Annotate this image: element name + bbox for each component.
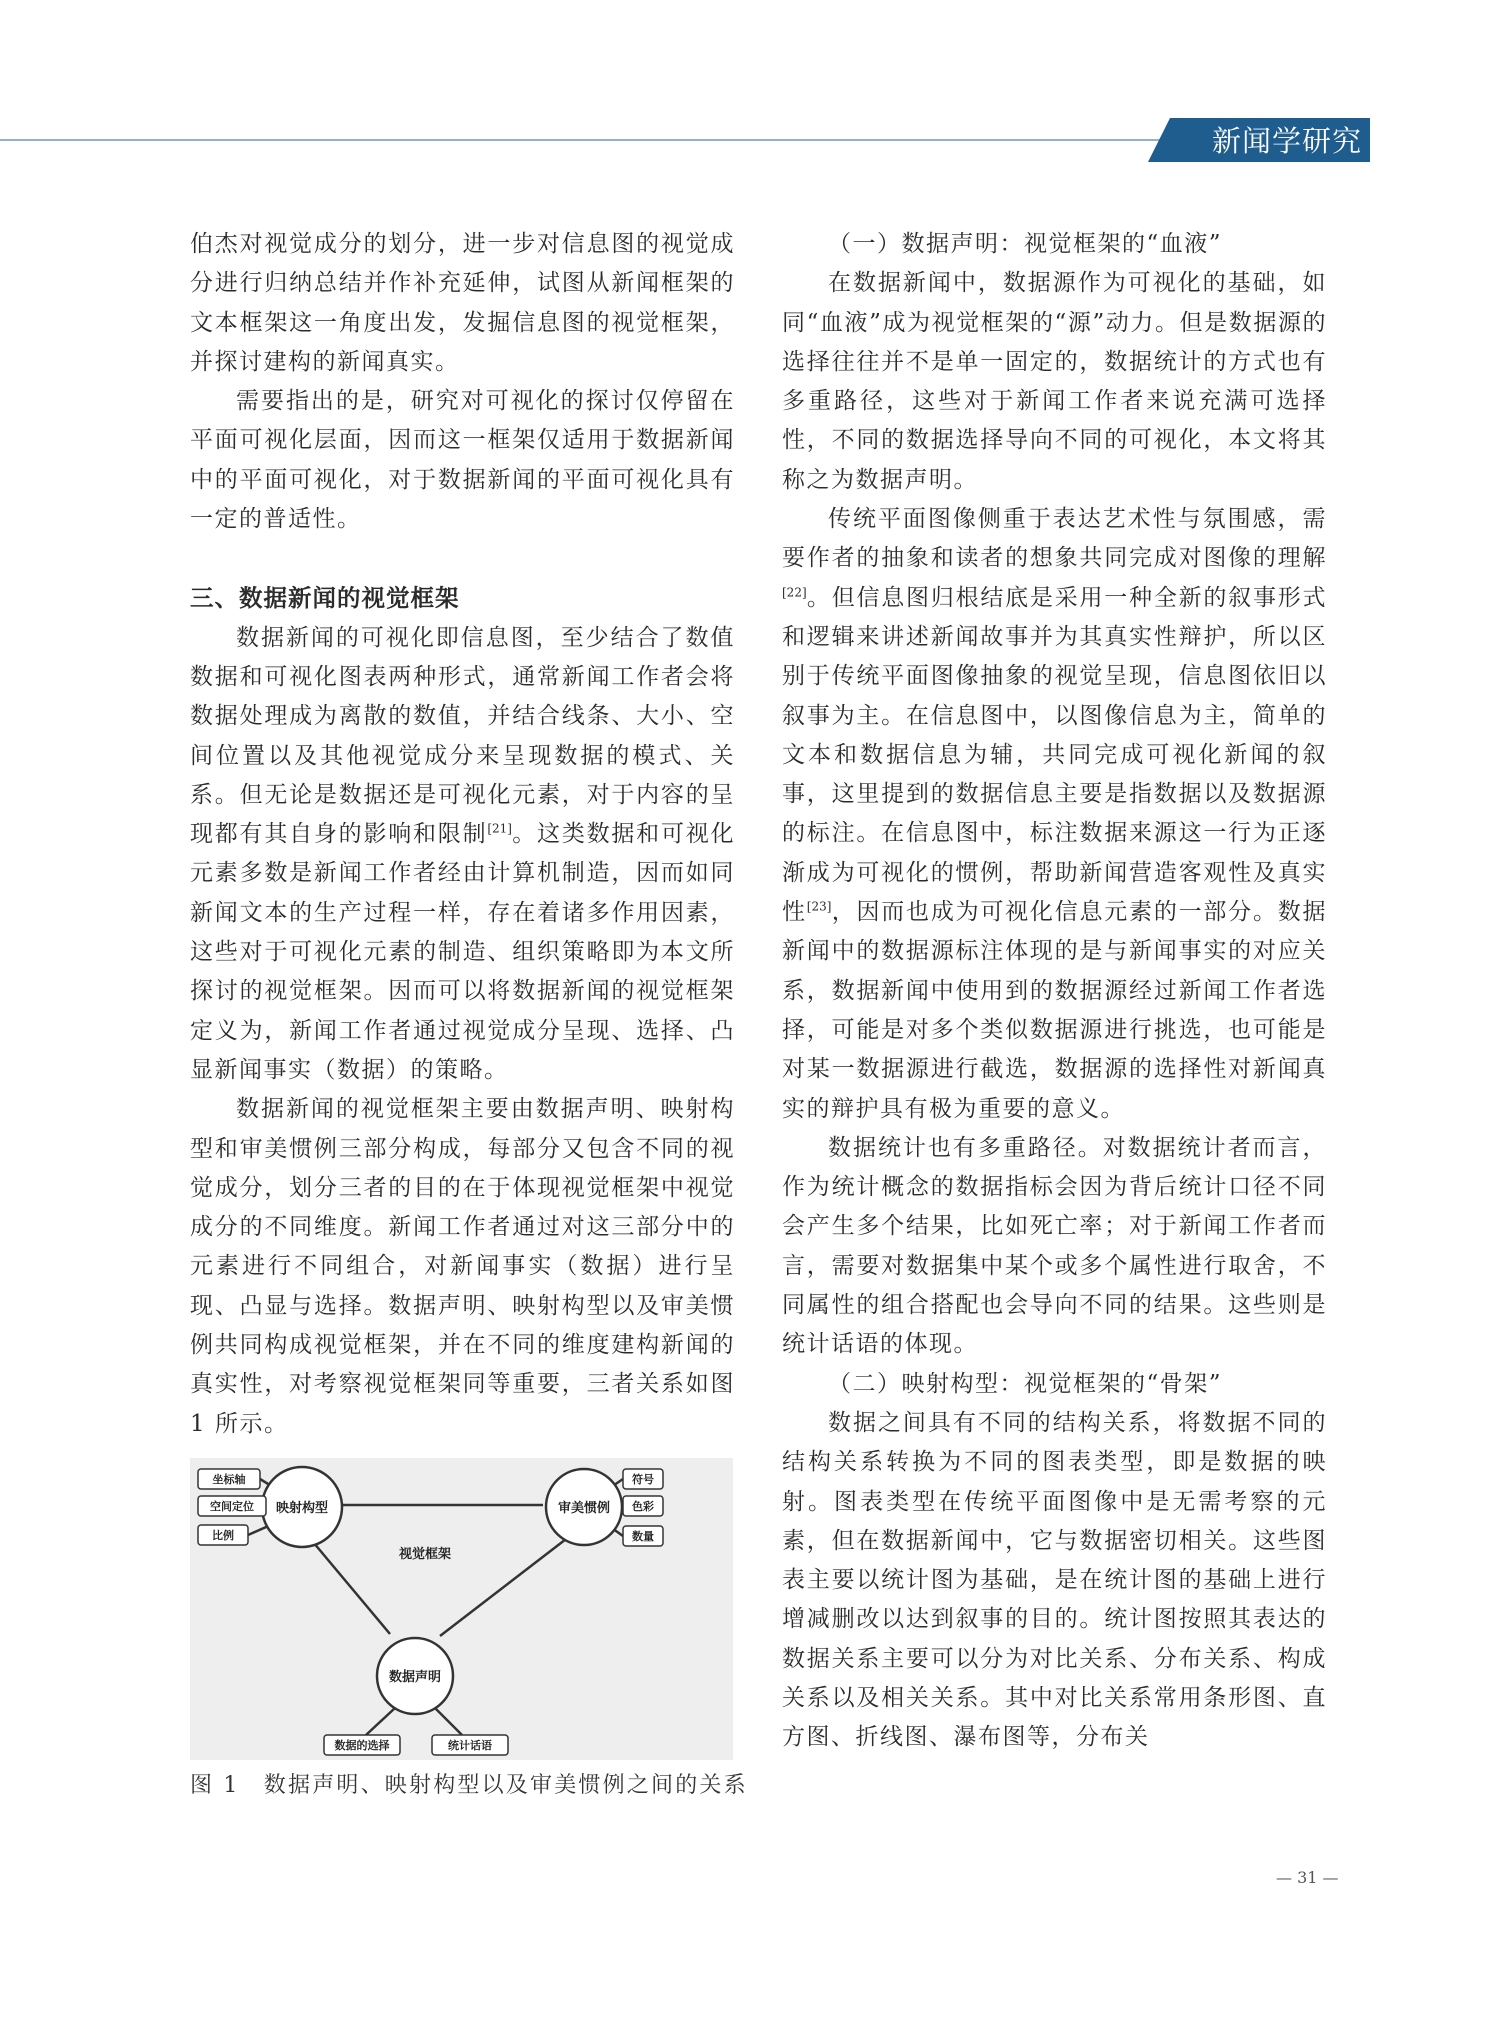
reference-22: [22] bbox=[782, 585, 807, 600]
aesthetic-item-quantity: 数量 bbox=[632, 1530, 654, 1543]
right-paragraph-3: 数据统计也有多重路径。对数据统计者而言，作为统计概念的数据指标会因为背后统计口径不同会产生多个结果，比如死亡率；对于新闻工作者而言，需要对数据集中某个或多个属性进行取舍，不同属性的组合搭配也会导向不同的结果。这些则是统计话语的体现。 bbox=[782, 1134, 1327, 1358]
subheading-2: （二）映射构型：视觉框架的“骨架” bbox=[828, 1370, 1223, 1397]
figure-caption: 图 1 数据声明、映射构型以及审美惯例之间的关系 bbox=[190, 1773, 748, 1798]
center-label: 视觉框架 bbox=[398, 1547, 452, 1562]
page-number: — 31 — bbox=[1276, 1868, 1339, 1887]
mapping-item-position: 空间定位 bbox=[210, 1500, 254, 1513]
mapping-item-scale: 比例 bbox=[212, 1529, 234, 1542]
left-paragraph-4: 数据新闻的视觉框架主要由数据声明、映射构型和审美惯例三部分构成，每部分又包含不同的视觉成分，划分三者的目的在于体现视觉框架中视觉成分的不同维度。新闻工作者通过对这三部分中的元素进行不同组合，对新闻事实（数据）进行呈现、凸显与选择。数据声明、映射构型以及审美惯例共同构成视觉框架，并在不同的维度建构新闻的真实性，对考察视觉框架同等重要，三者关系如图 1 所示。 bbox=[190, 1096, 735, 1437]
right-column bbox=[782, 225, 1327, 1758]
header-rule bbox=[0, 139, 1160, 141]
section-heading: 三、数据新闻的视觉框架 bbox=[190, 584, 460, 613]
left-paragraph-3: 数据新闻的可视化即信息图，至少结合了数值数据和可视化图表两种形式，通常新闻工作者会将数据处理成为离散的数值，并结合线条、大小、空间位置以及其他视觉成分来呈现数据的模式、关系。但无论是数据还是可视化元素，对于内容的呈现都有其自身的影响和限制[21]。这类数据和可视化元素多数是新闻工作者经由计算机制造，因而如同新闻文本的生产过程一样，存在着诸多作用因素，这些对于可视化元素的制造、组织策略即为本文所探讨的视觉框架。因而可以将数据新闻的视觉框架定义为，新闻工作者通过视觉成分呈现、选择、凸显新闻事实（数据）的策略。 bbox=[190, 624, 736, 1083]
figure-1 bbox=[190, 1458, 733, 1760]
node-mapping-label: 映射构型 bbox=[275, 1501, 329, 1516]
left-paragraph-2: 需要指出的是，研究对可视化的探讨仅停留在平面可视化层面，因而这一框架仅适用于数据新闻中的平面可视化，对于数据新闻的平面可视化具有一定的普适性。 bbox=[190, 388, 735, 533]
data-item-selection: 数据的选择 bbox=[334, 1739, 390, 1752]
node-data-label: 数据声明 bbox=[388, 1670, 442, 1685]
relationship-diagram bbox=[190, 1458, 733, 1760]
right-paragraph-1: 在数据新闻中，数据源作为可视化的基础，如同“血液”成为视觉框架的“源”动力。但是数据源的选择往往并不是单一固定的，数据统计的方式也有多重路径，这些对于新闻工作者来说充满可选择性，不同的数据选择导向不同的可视化，本文将其称之为数据声明。 bbox=[782, 270, 1327, 493]
data-item-discourse: 统计话语 bbox=[448, 1739, 492, 1752]
aesthetic-item-symbol: 符号 bbox=[632, 1473, 654, 1486]
reference-21: [21] bbox=[487, 821, 512, 836]
reference-23: [23] bbox=[806, 899, 832, 914]
right-paragraph-4: 数据之间具有不同的结构关系，将数据不同的结构关系转换为不同的图表类型，即是数据的映射。图表类型在传统平面图像中是无需考察的元素，但在数据新闻中，它与数据密切相关。这些图表主要以统计图为基础，是在统计图的基础上进行增减删改以达到叙事的目的。统计图按照其表达的数据关系主要可以分为对比关系、分布关系、构成关系以及相关关系。其中对比关系常用条形图、直方图、折线图、瀑布图等，分布关 bbox=[782, 1409, 1327, 1751]
subheading-1: （一）数据声明：视觉框架的“血液” bbox=[828, 231, 1223, 257]
right-paragraph-2: 传统平面图像侧重于表达艺术性与氛围感，需要作者的抽象和读者的想象共同完成对图像的理解[22]。但信息图归根结底是采用一种全新的叙事形式和逻辑来讲述新闻故事并为其真实性辩护，所以区别于传统平面图像抽象的视觉呈现，信息图依旧以叙事为主。在信息图中，以图像信息为主，简单的文本和数据信息为辅，共同完成可视化新闻的叙事，这里提到的数据信息主要是指数据以及数据源的标注。在信息图中，标注数据来源这一行为正逐渐成为可视化的惯例，帮助新闻营造客观性及真实性[23]，因而也成为可视化信息元素的一部分。数据新闻中的数据源标注体现的是与新闻事实的对应关系，数据新闻中使用到的数据源经过新闻工作者选择，可能是对多个类似数据源进行挑选，也可能是对某一数据源进行截选，数据源的选择性对新闻真实的辩护具有极为重要的意义。 bbox=[782, 506, 1328, 1122]
mapping-item-axis: 坐标轴 bbox=[212, 1473, 246, 1486]
aesthetic-item-color: 色彩 bbox=[632, 1500, 654, 1513]
left-paragraph-1: 伯杰对视觉成分的划分，进一步对信息图的视觉成分进行归纳总结并作补充延伸，试图从新闻框架的文本框架这一角度出发，发掘信息图的视觉框架，并探讨建构的新闻真实。 bbox=[190, 231, 735, 375]
node-aesthetic-label: 审美惯例 bbox=[557, 1501, 611, 1516]
journal-name: 新闻学研究 bbox=[1212, 124, 1363, 158]
left-column bbox=[190, 225, 735, 1444]
